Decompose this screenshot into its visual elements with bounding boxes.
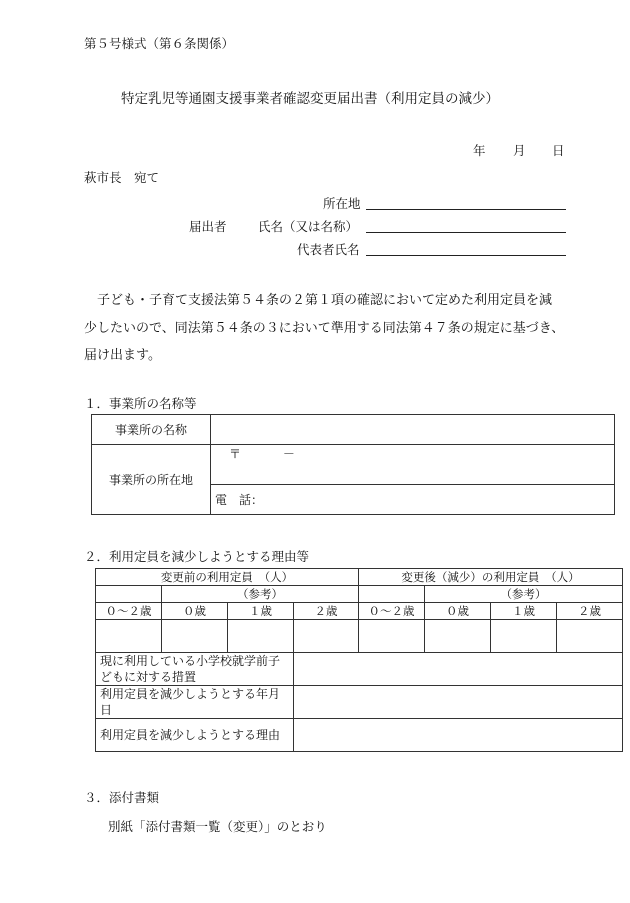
facility-postal-cell[interactable] bbox=[211, 445, 615, 485]
facility-name-cell[interactable] bbox=[211, 415, 615, 445]
phone-label: 電 話： bbox=[215, 493, 264, 507]
facility-phone-cell[interactable] bbox=[211, 485, 615, 515]
age-col-before-0: ０歳 bbox=[162, 603, 228, 620]
representative-label: 代表者氏名 bbox=[297, 242, 360, 257]
age-col-after-1: １歳 bbox=[491, 603, 557, 620]
age-col-before-2: ２歳 bbox=[294, 603, 359, 620]
age-col-before-1: １歳 bbox=[228, 603, 294, 620]
value-after-0-2[interactable] bbox=[359, 620, 425, 653]
document-title: 特定乳児等通園支援事業者確認変更届出書（利用定員の減少） bbox=[121, 91, 499, 107]
value-after-1[interactable] bbox=[491, 620, 557, 653]
measures-cell[interactable] bbox=[294, 653, 623, 686]
age-col-after-0-2: ０～２歳 bbox=[359, 603, 425, 620]
measures-label: 現に利用している小学校就学前子どもに対する措置 bbox=[96, 653, 294, 686]
date-month: 月 bbox=[513, 143, 526, 158]
age-col-before-0-2: ０～２歳 bbox=[96, 603, 162, 620]
value-after-2[interactable] bbox=[557, 620, 623, 653]
after-capacity-header: 変更後（減少）の利用定員 （人） bbox=[359, 569, 623, 586]
age-col-after-0: ０歳 bbox=[425, 603, 491, 620]
facility-name-label: 事業所の名称 bbox=[92, 415, 211, 445]
capacity-table bbox=[95, 568, 623, 752]
value-before-1[interactable] bbox=[228, 620, 294, 653]
age-col-after-2: ２歳 bbox=[557, 603, 623, 620]
before-reference: （参考） bbox=[162, 586, 359, 603]
name-label: 氏名（又は名称） bbox=[258, 219, 359, 234]
form-number: 第５号様式（第６条関係） bbox=[84, 36, 235, 51]
facility-address-label: 事業所の所在地 bbox=[92, 445, 211, 515]
before-capacity-header: 変更前の利用定員 （人） bbox=[96, 569, 359, 586]
body-line-1: 子ども・子育て支援法第５４条の２第１項の確認において定めた利用定員を減 bbox=[97, 293, 553, 308]
after-reference: （参考） bbox=[425, 586, 623, 603]
reduction-date-label: 利用定員を減少しようとする年月日 bbox=[96, 686, 294, 719]
date-year: 年 bbox=[473, 143, 486, 158]
address-label: 所在地 bbox=[323, 196, 361, 211]
after-spacer bbox=[359, 586, 425, 603]
representative-line bbox=[366, 255, 566, 256]
value-after-0[interactable] bbox=[425, 620, 491, 653]
before-spacer bbox=[96, 586, 162, 603]
addressee: 萩市長 宛て bbox=[84, 170, 160, 185]
date-day: 日 bbox=[552, 143, 565, 158]
reduction-reason-label: 利用定員を減少しようとする理由 bbox=[96, 719, 294, 752]
address-line bbox=[366, 209, 566, 210]
value-before-0-2[interactable] bbox=[96, 620, 162, 653]
name-line bbox=[366, 232, 566, 233]
notifier-label: 届出者 bbox=[189, 219, 227, 234]
value-before-0[interactable] bbox=[162, 620, 228, 653]
section3-heading: ３．添付書類 bbox=[84, 790, 160, 805]
postal-mark: 〒 bbox=[229, 447, 242, 461]
facility-table bbox=[91, 414, 615, 515]
section2-heading: ２．利用定員を減少しようとする理由等 bbox=[84, 549, 310, 564]
reduction-date-cell[interactable] bbox=[294, 686, 623, 719]
attachments-text: 別紙「添付書類一覧（変更）」のとおり bbox=[108, 819, 327, 834]
value-before-2[interactable] bbox=[294, 620, 359, 653]
body-line-2: 少したいので、同法第５４条の３において準用する同法第４７条の規定に基づき、 bbox=[84, 321, 565, 336]
body-line-3: 届け出ます。 bbox=[84, 348, 161, 363]
section1-heading: １．事業所の名称等 bbox=[84, 396, 197, 411]
postal-dash: － bbox=[282, 447, 295, 461]
reduction-reason-cell[interactable] bbox=[294, 719, 623, 752]
